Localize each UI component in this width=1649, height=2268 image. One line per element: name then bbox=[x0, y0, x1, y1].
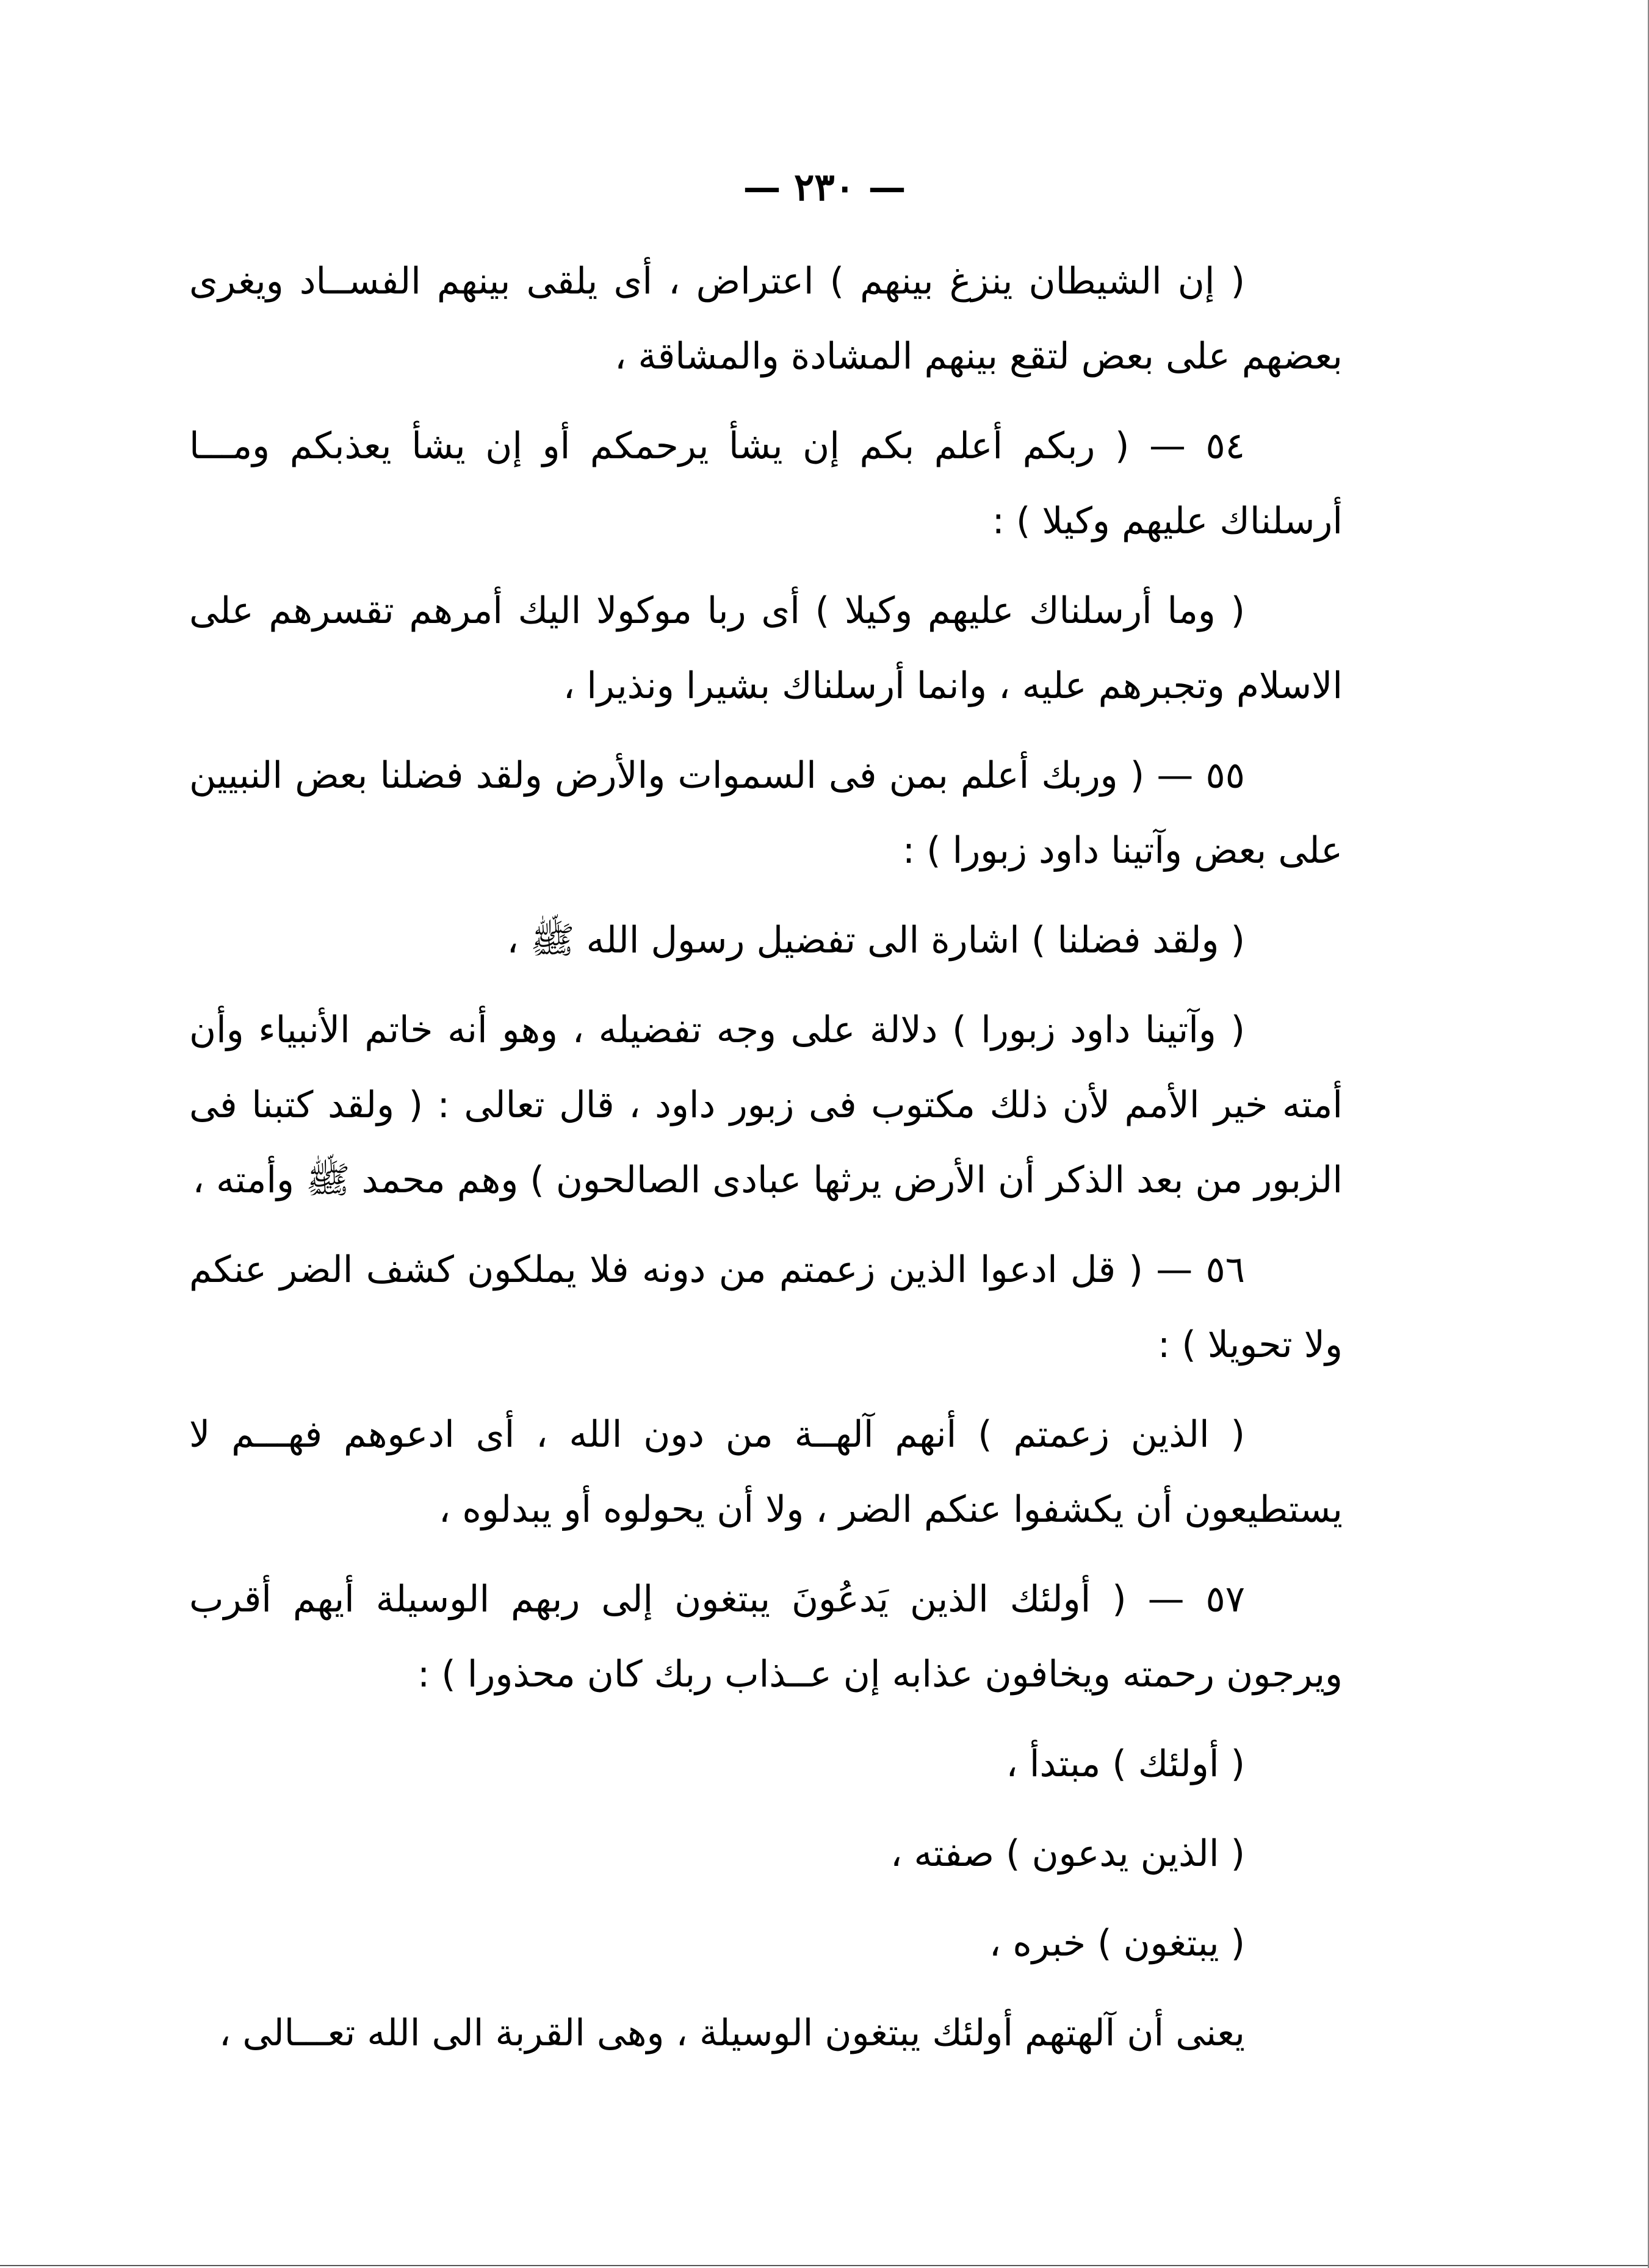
paragraph-2: ٥٤ — ( ربكم أعلم بكم إن يشأ يرحمكم أو إن يشأ يعذبكم ومـــا أرسلناك عليهم وكيلا ) : bbox=[189, 425, 1343, 542]
page-bottom-border bbox=[0, 2265, 1649, 2266]
body-text bbox=[189, 244, 1343, 2086]
paragraph-12: ( يبتغون ) خبره ، bbox=[989, 1922, 1245, 1965]
paragraph-1: ( إن الشيطان ينزغ بينهم ) اعتراض ، أى يلقى بينهم الفســاد ويغرى بعضهم على بعض لتقع بينهم المشادة والمشاقة ، bbox=[189, 260, 1343, 378]
paragraph-4: ٥٥ — ( وربك أعلم بمن فى السموات والأرض ولقد فضلنا بعض النبيين على بعض وآتينا داود زبورا ) : bbox=[189, 754, 1343, 872]
paragraph-10: ( أولئك ) مبتدأ ، bbox=[1006, 1743, 1245, 1785]
paragraph-9: ٥٧ — ( أولئك الذين يَدعُونَ يبتغون إلى ربهم الوسيلة أيهم أقرب ويرجون رحمته ويخافون عذابه إن عــذاب ربك كان محذورا ) : bbox=[189, 1578, 1343, 1696]
paragraph-3: ( وما أرسلناك عليهم وكيلا ) أى ربا موكولا اليك أمرهم تقسرهم على الاسلام وتجبرهم عليه ، وانما أرسلناك بشيرا ونذيرا ، bbox=[189, 589, 1343, 707]
paragraph-5: ( ولقد فضلنا ) اشارة الى تفضيل رسول الله ﷺ ، bbox=[507, 919, 1245, 962]
paragraph-8: ( الذين زعمتم ) أنهم آلهــة من دون الله ، أى ادعوهم فهـــم لا يستطيعون أن يكشفوا عنكم الضر ، ولا أن يحولوه أو يبدلوه ، bbox=[189, 1413, 1343, 1531]
paragraph-7: ٥٦ — ( قل ادعوا الذين زعمتم من دونه فلا يملكون كشف الضر عنكم ولا تحويلا ) : bbox=[189, 1248, 1343, 1366]
page-number: — ٢٣٠ — bbox=[743, 165, 906, 209]
paragraph-6: ( وآتينا داود زبورا ) دلالة على وجه تفضيله ، وهو أنه خاتم الأنبياء وأن أمته خير الأمم لأن ذلك مكتوب فى زبور داود ، قال تعالى : ( ولقد كتبنا فى الزبور من بعد الذكر أن الأرض يرثها عبادى الصالحون ) وهم محمد ﷺ وأمته ، bbox=[189, 1009, 1343, 1201]
paragraph-11: ( الذين يدعون ) صفته ، bbox=[890, 1832, 1245, 1875]
paragraph-13: يعنى أن آلهتهم أولئك يبتغون الوسيلة ، وهى القربة الى الله تعـــالى ، bbox=[218, 2012, 1245, 2054]
